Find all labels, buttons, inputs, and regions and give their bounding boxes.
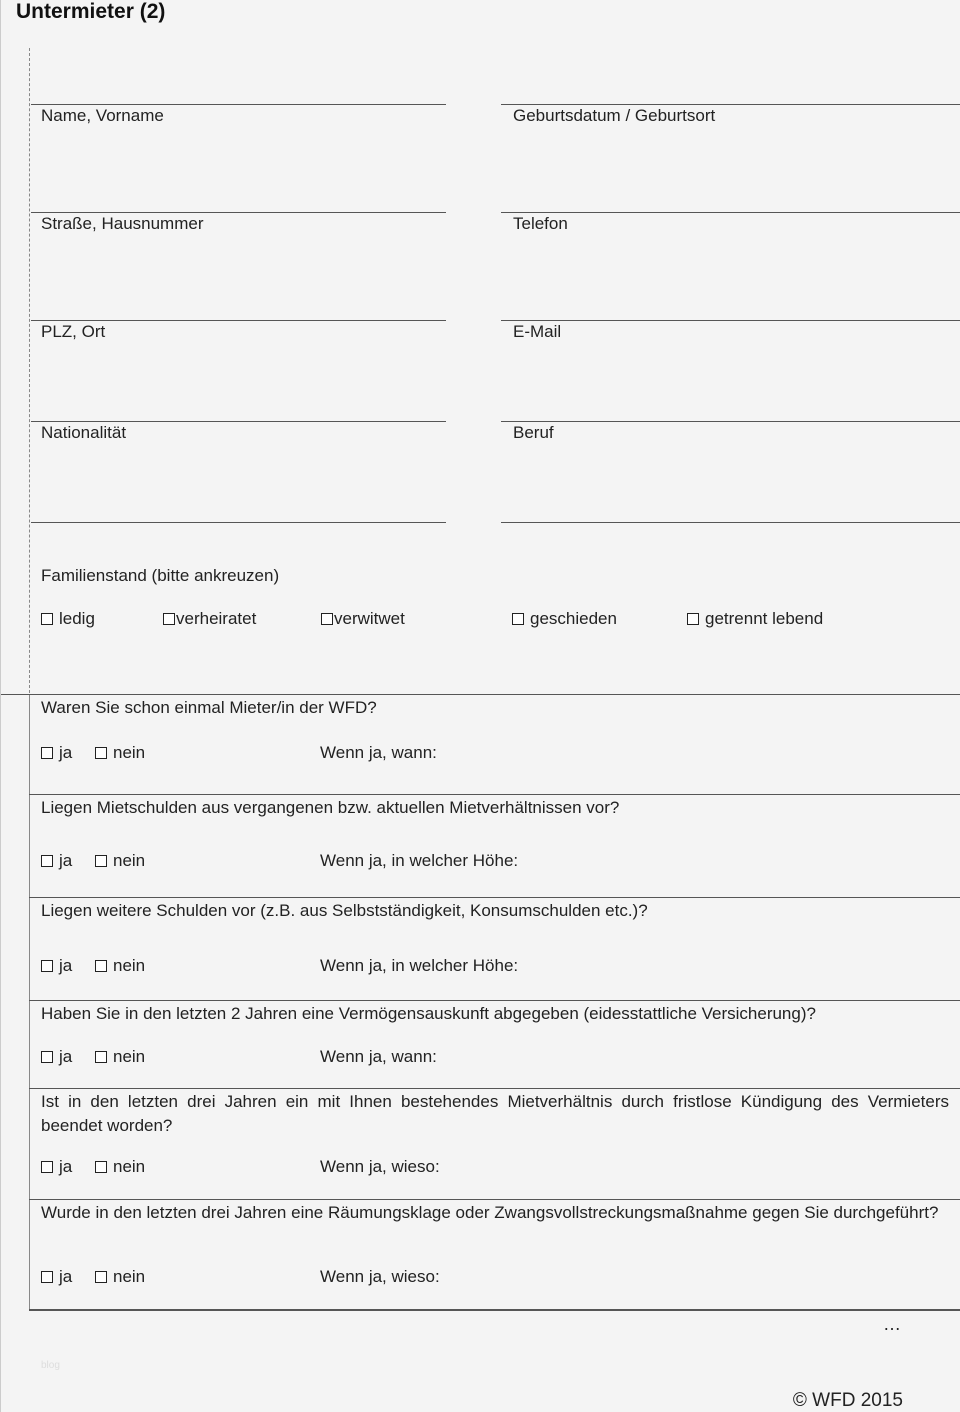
familienstand-option[interactable]: [512, 609, 617, 629]
questions-left-line: [29, 694, 30, 1309]
familienstand-option[interactable]: [163, 609, 256, 629]
field-label: Telefon: [513, 214, 568, 233]
no-option[interactable]: [95, 1047, 145, 1067]
copyright-footer: © WFD 2015: [792, 1390, 903, 1411]
yes-label: ja: [59, 956, 73, 975]
field-line-right[interactable]: [501, 212, 960, 213]
checkbox[interactable]: [41, 613, 53, 625]
checkbox-yes[interactable]: [41, 1161, 53, 1173]
checkbox-yes[interactable]: [41, 855, 53, 867]
watermark: blog: [41, 1360, 60, 1371]
field-line-left[interactable]: [31, 522, 446, 523]
checkbox-yes[interactable]: [41, 960, 53, 972]
checkbox-yes[interactable]: [41, 747, 53, 759]
checkbox-no[interactable]: [95, 1161, 107, 1173]
checkbox[interactable]: [687, 613, 699, 625]
question-text: Liegen weitere Schulden vor (z.B. aus Selbstständigkeit, Konsumschulden etc.)?: [41, 901, 648, 920]
checkbox-no[interactable]: [95, 747, 107, 759]
no-label: nein: [113, 743, 146, 762]
yes-option[interactable]: [41, 1157, 72, 1177]
checkbox-no[interactable]: [95, 1051, 107, 1063]
checkbox-no[interactable]: [95, 1271, 107, 1283]
checkbox-no[interactable]: [95, 855, 107, 867]
question-text: Liegen Mietschulden aus vergangenen bzw. aktuellen Mietverhältnissen vor?: [41, 798, 620, 817]
no-option[interactable]: [95, 743, 145, 763]
option-label: ledig: [59, 609, 95, 628]
page-title: Untermieter (2): [16, 0, 166, 23]
section-divider: [29, 897, 960, 898]
yes-label: ja: [59, 1047, 73, 1066]
question-text: Waren Sie schon einmal Mieter/in der WFD?: [41, 698, 377, 717]
yes-label: ja: [59, 1157, 73, 1176]
yes-label: ja: [59, 851, 73, 870]
field-label: Name, Vorname: [41, 106, 164, 125]
followup-label: Wenn ja, in welcher Höhe:: [320, 956, 519, 975]
section-divider: [29, 1088, 960, 1089]
section-divider: [1, 694, 960, 695]
no-label: nein: [113, 956, 146, 975]
field-label: Beruf: [513, 423, 554, 442]
familienstand-option[interactable]: [321, 609, 405, 629]
field-line-left[interactable]: [31, 421, 446, 422]
field-line-right[interactable]: [501, 421, 960, 422]
field-line-left[interactable]: [31, 212, 446, 213]
yes-label: ja: [59, 743, 73, 762]
checkbox[interactable]: [321, 613, 333, 625]
no-option[interactable]: [95, 1157, 145, 1177]
field-line-left[interactable]: [31, 320, 446, 321]
no-label: nein: [113, 1157, 146, 1176]
checkbox[interactable]: [512, 613, 524, 625]
field-label: Straße, Hausnummer: [41, 214, 204, 233]
section-divider: [29, 1000, 960, 1001]
field-label: Geburtsdatum / Geburtsort: [513, 106, 716, 125]
no-option[interactable]: [95, 1267, 145, 1287]
no-label: nein: [113, 1267, 146, 1286]
question-text: Ist in den letzten drei Jahren ein mit Ihnen bestehendes Mietverhältnis durch fristlose Kündigung des Vermieters beendet worden?: [41, 1092, 949, 1135]
option-label: verwitwet: [334, 609, 405, 628]
yes-option[interactable]: [41, 1047, 72, 1067]
followup-label: Wenn ja, in welcher Höhe:: [320, 851, 519, 870]
yes-option[interactable]: [41, 956, 72, 976]
yes-label: ja: [59, 1267, 73, 1286]
field-line-right[interactable]: [501, 522, 960, 523]
field-line-right[interactable]: [501, 320, 960, 321]
yes-option[interactable]: [41, 1267, 72, 1287]
option-label: verheiratet: [176, 609, 257, 628]
left-margin-line: [29, 48, 30, 693]
followup-label: Wenn ja, wieso:: [320, 1267, 440, 1286]
yes-option[interactable]: [41, 851, 72, 871]
question-text: Haben Sie in den letzten 2 Jahren eine Vermögensauskunft abgegeben (eidesstattliche Versicherung)?: [41, 1004, 816, 1023]
field-label: PLZ, Ort: [41, 322, 106, 341]
option-label: geschieden: [530, 609, 617, 628]
field-label: E-Mail: [513, 322, 562, 341]
continuation-dots: …: [883, 1314, 901, 1334]
no-label: nein: [113, 1047, 146, 1066]
checkbox-no[interactable]: [95, 960, 107, 972]
checkbox-yes[interactable]: [41, 1271, 53, 1283]
section-divider: [29, 794, 960, 795]
followup-label: Wenn ja, wieso:: [320, 1157, 440, 1176]
field-line-right[interactable]: [501, 104, 960, 105]
no-option[interactable]: [95, 956, 145, 976]
field-line-left[interactable]: [31, 104, 446, 105]
familienstand-label: Familienstand (bitte ankreuzen): [41, 566, 280, 585]
question-text: Wurde in den letzten drei Jahren eine Räumungsklage oder Zwangsvollstreckungsmaßnahme gegen Sie durchgeführt?: [41, 1203, 939, 1222]
familienstand-option[interactable]: [41, 609, 95, 629]
checkbox-yes[interactable]: [41, 1051, 53, 1063]
no-label: nein: [113, 851, 146, 870]
section-divider: [29, 1199, 960, 1200]
followup-label: Wenn ja, wann:: [320, 743, 437, 762]
checkbox[interactable]: [163, 613, 175, 625]
option-label: getrennt lebend: [705, 609, 824, 628]
bottom-divider: [29, 1309, 960, 1311]
familienstand-option[interactable]: [687, 609, 823, 629]
field-label: Nationalität: [41, 423, 127, 442]
followup-label: Wenn ja, wann:: [320, 1047, 437, 1066]
yes-option[interactable]: [41, 743, 72, 763]
no-option[interactable]: [95, 851, 145, 871]
